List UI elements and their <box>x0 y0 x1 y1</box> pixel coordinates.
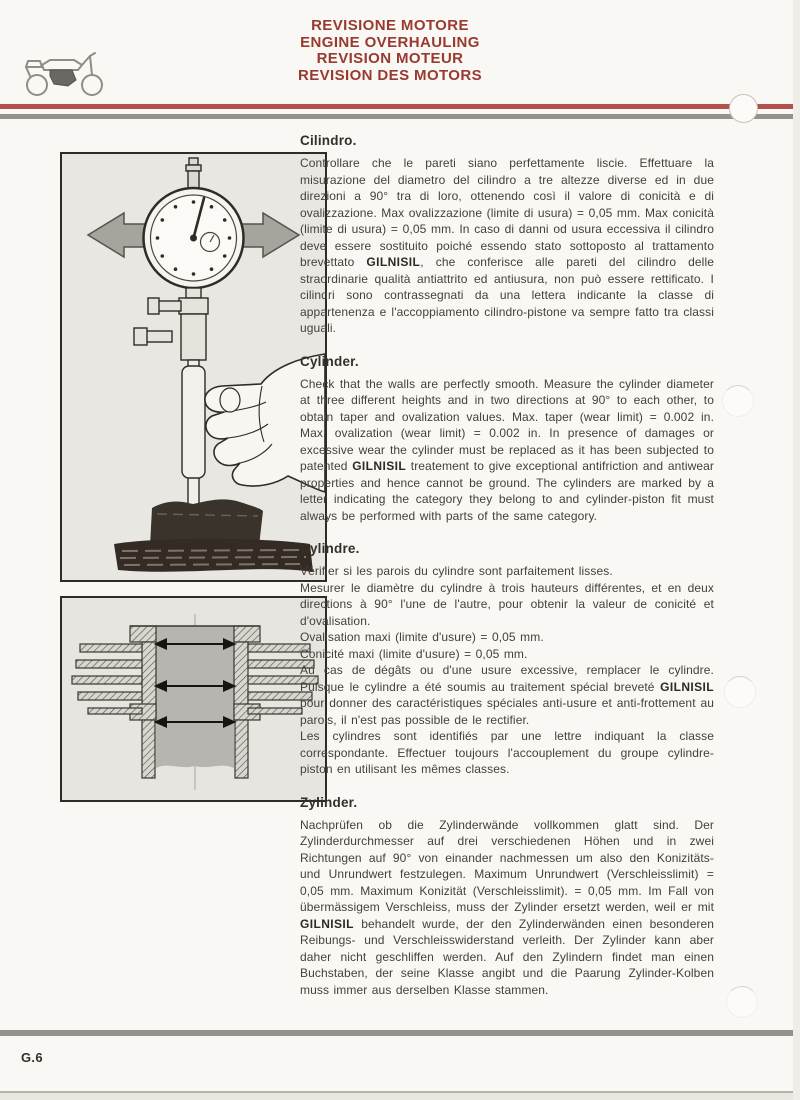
page-title-line: REVISION MOTEUR <box>316 50 464 67</box>
section-paragraph: Controllare che le pareti siano perfettamente liscie. Effettuare la misurazione del diametro del cilindro a tre altezze diverse ed in due direzioni a 90° tra di loro, ottenendo così il valore di conicità e di ovalizzazione. Max ovalizzazione (limite di usura) = 0,05 mm. Max conicità (limite di usura) = 0,05 mm. In caso di danni od usura eccessiva il cilindro deve essere sostituito poiché essendo stato sottoposto al trattamento brevettato GILNISIL, che conferisce alle pareti del cilindro delle straordinarie qualità antiattrito ed antiusura, non può essere rettificato. I cilindri sono contrassegnati da una lettera indicante la classe di appartenenza e l'accoppiamento cilindro-pistone va sempre fatto tra classi uguali. <box>300 156 714 335</box>
page-title-line: REVISION DES MOTORS <box>297 66 483 84</box>
punch-hole <box>724 676 756 708</box>
text-column <box>300 133 714 1015</box>
right-edge-shadow <box>793 0 800 1100</box>
section-paragraph: Conicité maxi (limite d'usure) = 0,05 mm. <box>300 646 528 661</box>
section-paragraph: Mesurer le diamètre du cylindre à trois hauteurs différentes, et en deux directions à 90° l'une de l'autre, pour obtenir la valeur de conicité et d'ovalisation. <box>300 580 714 628</box>
page-title-line: REVISIONE MOTORE <box>311 17 469 34</box>
section-paragraph: Vérifier si les parois du cylindre sont parfaitement lisses. <box>300 564 613 578</box>
page-number: G.6 <box>21 1050 43 1065</box>
section-paragraph: Nachprüfen ob die Zylinderwände vollkommen glatt sind. Der Zylinderdurchmesser auf drei verschiedenen Höhen und in zwei Richtungen auf 90° von einander nachmessen um also den Konizitäts- und Unrundwert festzulegen. Maximum Unrundwert (Verschleisslimit) = 0,05 mm. Maximum Konizität (Verschleisslimit). = 0,05 mm. Im Fall von übermässigem Verschleiss, muss der Zylinder ersetzt werden, weil er mit GILNISIL behandelt wurde, der den Zylinderwänden einen besonderen Reibungs- und Verschleisswiderstand verleith. Der Zylinder kann aber daher nicht geschliffen werden. Auf den Zylindern findet man einen Buchstaben, der seine Klasse angibt und die Paarung Zylinder-Kolben muss immer aus derselben Klasse stammen. <box>300 817 714 997</box>
punch-hole <box>722 385 754 417</box>
bottom-edge-band <box>0 1093 800 1100</box>
bore-gauge-illustration <box>62 154 325 580</box>
punch-hole <box>726 986 758 1018</box>
punch-hole <box>729 94 758 123</box>
section-heading: Zylinder. <box>300 794 358 810</box>
section-heading: Cilindro. <box>300 133 357 148</box>
cylinder-section-figure <box>60 596 327 802</box>
page-title-line: ENGINE OVERHAULING <box>300 33 480 51</box>
section-paragraph: Check that the walls are perfectly smooth. Measure the cylinder diameter at three different heights and in two directions at 90° to each other, to obtain taper and ovalization values. Max. taper (wear limit) = 0.002 in. Max. ovalization (wear limit) = 0.002 in. In presence of damages or excessive wear the cylinder must be replaced as it has been subjected to patented GILNISIL treatement to give exceptional antifriction and antiwear properties and hence cannot be ground. The cylinders are marked by a letter indicating the category they belong to and cylinder-piston fit must always be performed with parts of the same category. <box>300 376 715 523</box>
cylinder-section-illustration <box>62 598 325 800</box>
section-paragraph: Au cas de dégâts ou d'une usure excessive, remplacer le cylindre. Puisque le cylindre a été soumis au traitement spécial breveté GILNISIL pour donner des caractéristiques spéciales anti-usure et anti-frottement au parois, il n'est pas possible de le rectifier. <box>300 663 714 727</box>
page-title <box>190 18 590 84</box>
section-heading: Cylinder. <box>300 353 359 369</box>
bore-gauge-figure <box>60 152 327 582</box>
section-paragraph: Les cylindres sont identifiés par une lettre indiquant la classe correspondante. Effectuer toujours l'accouplement du groupe cylindre-piston en utilisant les mêmes classes. <box>300 729 714 776</box>
section-french <box>300 541 714 778</box>
footer-stripe <box>0 1030 800 1036</box>
section-heading: Cylindre. <box>300 541 360 556</box>
section-german <box>300 795 714 999</box>
header-stripe-red <box>0 104 800 109</box>
motorcycle-icon <box>20 40 112 100</box>
section-italian <box>300 133 714 337</box>
section-paragraph: Ovalisation maxi (limite d'usure) = 0,05 mm. <box>300 630 544 644</box>
header-stripe-gray <box>0 114 800 119</box>
section-english <box>300 354 714 525</box>
